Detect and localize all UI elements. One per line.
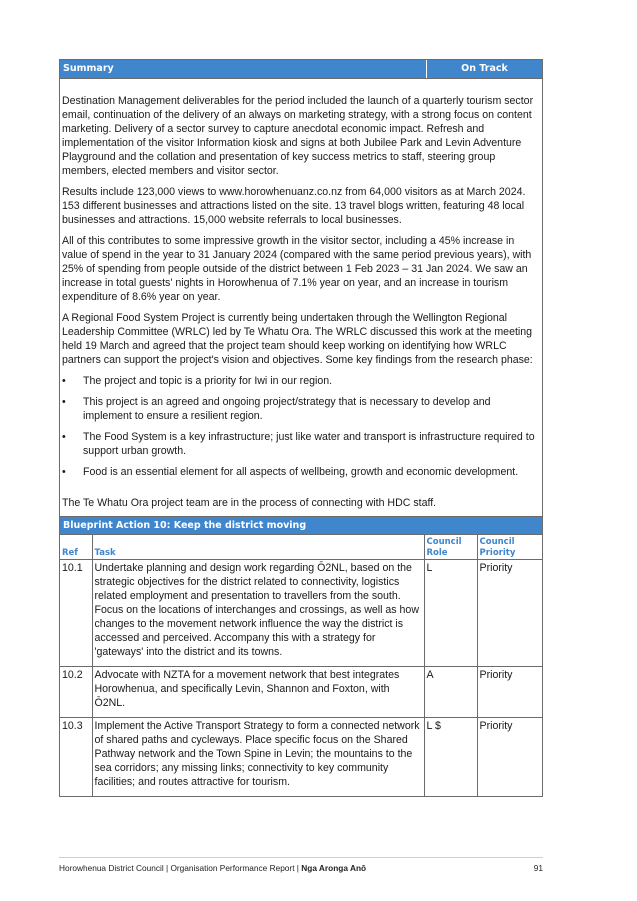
column-header-priority: [477, 535, 542, 560]
ref-cell: 10.1: [60, 560, 92, 667]
column-header-ref: Ref: [60, 535, 92, 560]
bullet-icon: •: [62, 466, 66, 478]
table-row: [60, 667, 542, 718]
list-item-text: The project and topic is a priority for Iwi in our region.: [83, 375, 333, 387]
table-row: [60, 560, 542, 667]
footer-divider: [59, 857, 543, 858]
column-header-priority-line2: Priority: [479, 548, 516, 558]
column-header-role: [424, 535, 477, 560]
ref-cell: 10.3: [60, 718, 92, 797]
role-cell: L $: [424, 718, 477, 797]
page-footer: [59, 863, 543, 873]
priority-cell: Priority: [477, 718, 542, 797]
ref-cell: 10.2: [60, 667, 92, 718]
column-header-role-line2: Role: [426, 548, 448, 558]
findings-list: [62, 374, 540, 479]
task-cell: Advocate with NZTA for a movement network that best integrates Horowhenua, and specifically Levin, Shannon and Foxton, with Ō2NL.: [92, 667, 424, 718]
list-item-text: The Food System is a key infrastructure; just like water and transport is infrastructure required to support urban growth.: [83, 431, 535, 457]
report-frame: [59, 59, 543, 797]
page-number: 91: [533, 863, 543, 873]
task-cell: Undertake planning and design work regarding Ō2NL, based on the strategic objectives for the district related to connectivity, logistics related employment and presentation to travellers from the south. Focus on the locations of interchanges and crossings, as well as how changes to the movement network influence the way the district is accessed and perceived. Accompany this with a strategy for 'gateways' into the district and its towns.: [92, 560, 424, 667]
blueprint-heading: Blueprint Action 10: Keep the district moving: [60, 516, 542, 534]
role-cell: L: [424, 560, 477, 667]
list-item-text: This project is an agreed and ongoing project/strategy that is necessary to develop and implement to ensure a resilient region.: [83, 396, 491, 422]
list-item-text: Food is an essential element for all aspects of wellbeing, growth and economic development.: [83, 466, 519, 478]
column-header-task: Task: [92, 535, 424, 560]
table-header-row: [60, 535, 542, 560]
summary-paragraph: Destination Management deliverables for the period included the launch of a quarterly tourism sector email, continuation of the delivery of an always on marketing strategy, with a strong focus on content marketing. Delivery of a sector survey to capture anecdotal economic impact. Refresh and implementation of the visitor Information kiosk and signs at both Jubilee Park and Levin Adventure Playground and the collation and presentation of key success metrics to staff, steering group members, elected members and visitor sector.: [62, 95, 534, 177]
bullet-icon: •: [62, 431, 66, 443]
list-item: [62, 430, 540, 458]
list-item: [62, 395, 540, 423]
task-cell: Implement the Active Transport Strategy to form a connected network of shared paths and cycleways. Place specific focus on the Shared Pathway network and the Town Spine in Levin; the mountains to the sea corridors; any missing links; connectivity to key community facilities; and routes attractive for tourism.: [92, 718, 424, 797]
summary-paragraph: A Regional Food System Project is currently being undertaken through the Wellington Regional Leadership Committee (WRLC) led by Te Whatu Ora. The WRLC discussed this work at the meeting held 19 March and agreed that the project team should keep working on identifying how WRLC partners can support the project's vision and objectives. Some key findings from the research phase:: [62, 312, 533, 366]
bullet-icon: •: [62, 375, 66, 387]
status-badge: On Track: [461, 63, 508, 74]
footer-bold-text: Nga Aronga Anō: [301, 863, 367, 873]
table-row: [60, 718, 542, 797]
footer-text: Horowhenua District Council | Organisation Performance Report |: [59, 863, 302, 873]
summary-closing: The Te Whatu Ora project team are in the process of connecting with HDC staff.: [62, 497, 437, 509]
list-item: [62, 374, 540, 388]
summary-heading: Summary: [60, 60, 427, 78]
summary-body: [60, 79, 542, 516]
priority-cell: Priority: [477, 560, 542, 667]
blueprint-table: [60, 534, 542, 796]
role-cell: A: [424, 667, 477, 718]
summary-paragraph: Results include 123,000 views to www.horowhenuanz.co.nz from 64,000 visitors as at March 2024. 153 different businesses and attractions listed on the site. 13 travel blogs written, featuring 48 local businesses and attractions. 15,000 website referrals to local businesses.: [62, 186, 526, 226]
list-item: [62, 465, 540, 479]
bullet-icon: •: [62, 396, 66, 408]
column-header-role-line1: Council: [426, 537, 462, 547]
summary-header: [60, 60, 542, 79]
priority-cell: Priority: [477, 667, 542, 718]
summary-paragraph: All of this contributes to some impressive growth in the visitor sector, including a 45% increase in value of spend in the year to 31 January 2024 (compared with the same period previous years), with 25% of spending from people outside of the district between 1 Feb 2023 – 31 Jan 2024. We saw an increase in total guests' nights in Horowhenua of 7.1% year on year, and an increase in tourism expenditure of 8.6% year on year.: [62, 235, 532, 303]
column-header-priority-line1: Council: [479, 537, 515, 547]
